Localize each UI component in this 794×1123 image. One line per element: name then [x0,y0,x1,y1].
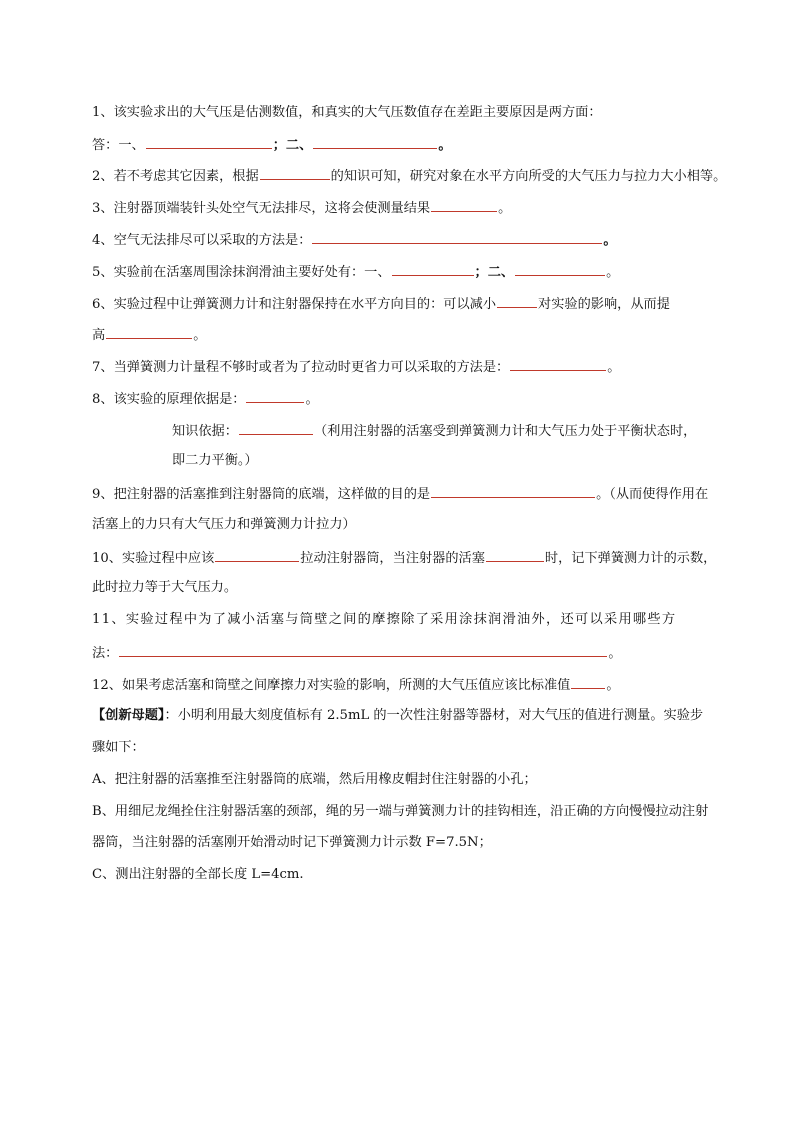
step-b-line1: B、用细尼龙绳拴住注射器活塞的颈部，绳的另一端与弹簧测力计的挂钩相连，沿正确的方向慢慢拉动注射 [92,804,709,819]
step-a: A、把注射器的活塞推至注射器筒的底端，然后用橡皮帽封住注射器的小孔； [92,772,537,787]
answer-blank-10b[interactable] [486,549,544,562]
question-6-line2: 高 。 [92,328,207,343]
question-5: 5、实验前在活塞周围涂抹润滑油主要好处有：一、 ；二、 。 [92,265,620,280]
answer-blank-9[interactable] [431,485,595,498]
question-8-knowledge: 知识依据： （利用注射器的活塞受到弹簧测力计和大气压力处于平衡状态时， [172,424,697,439]
answer-blank-2[interactable] [260,167,330,180]
answer-blank-8-knowledge[interactable] [239,422,313,435]
question-6-line1: 6、实验过程中让弹簧测力计和注射器保持在水平方向目的：可以减小 对实验的影响，从而提 [92,297,670,312]
step-c: C、测出注射器的全部长度 L=4cm. [92,867,304,882]
question-3: 3、注射器顶端装针头处空气无法排尽，这将会使测量结果 。 [92,201,512,216]
answer-blank-5a[interactable] [392,263,474,276]
question-2: 2、若不考虑其它因素，根据 的知识可知，研究对象在水平方向所受的大气压力与拉力大小相等。 [92,169,727,184]
answer-blank-5b[interactable] [515,263,605,276]
question-10-line1: 10、实验过程中应该 拉动注射器筒，当注射器的活塞 时，记下弹簧测力计的示数， [92,551,717,566]
answer-blank-1a[interactable] [146,136,272,149]
answer-blank-6a[interactable] [497,295,537,308]
question-11-line2: 法： 。 [92,646,622,661]
innovation-tag: 【创新母题】 [92,708,165,723]
question-8: 8、该实验的原理依据是： 。 [92,392,319,407]
question-11-line1: 11、实验过程中为了减小活塞与筒壁之间的摩擦除了采用涂抹润滑油外，还可以采用哪些方 [92,612,677,627]
answer-blank-1b[interactable] [313,136,437,149]
question-7: 7、当弹簧测力计量程不够时或者为了拉动时更省力可以采取的方法是： 。 [92,360,621,375]
answer-blank-7[interactable] [510,358,606,371]
question-8-knowledge-line2: 即二力平衡。） [172,453,258,468]
answer-blank-8[interactable] [246,390,304,403]
answer-blank-10a[interactable] [215,549,299,562]
answer-blank-12[interactable] [571,676,605,689]
question-12: 12、如果考虑活塞和筒壁之间摩擦力对实验的影响，所测的大气压值应该比标准值 。 [92,678,620,693]
innovation-problem-line2: 骤如下： [92,740,145,755]
question-1-text: 1、该实验求出的大气压是估测数值，和真实的大气压数值存在差距主要原因是两方面： [92,105,602,120]
answer-blank-4[interactable] [312,231,602,244]
question-1-answer: 答：一、 ；二、 。 [92,138,452,153]
answer-blank-6b[interactable] [106,326,192,339]
innovation-problem-line1: 【创新母题】：小明利用最大刻度值标有 2.5mL 的一次性注射器等器材，对大气压的值进行测量。实验步 [92,708,704,723]
answer-blank-3[interactable] [431,199,497,212]
question-10-line2: 此时拉力等于大气压力。 [92,580,238,595]
question-9-line1: 9、把注射器的活塞推到注射器筒的底端，这样做的目的是 。（从而使得作用在 [92,487,709,502]
question-4: 4、空气无法排尽可以采取的方法是： 。 [92,233,617,248]
step-b-line2: 器筒，当注射器的活塞刚开始滑动时记下弹簧测力计示数 F=7.5N； [92,835,492,850]
question-9-line2: 活塞上的力只有大气压力和弹簧测力计拉力） [92,517,356,532]
answer-blank-11[interactable] [119,644,607,657]
